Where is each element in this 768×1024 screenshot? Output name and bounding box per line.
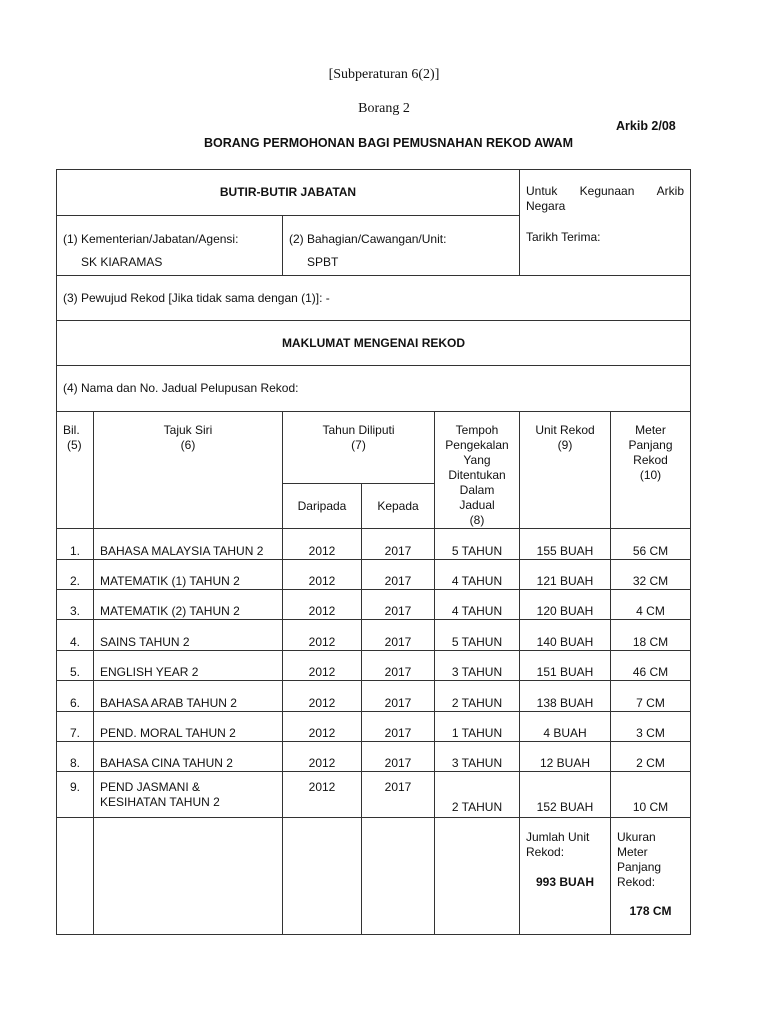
cell-unit: 121 BUAH — [520, 560, 611, 590]
cell-bil: 6. — [57, 681, 94, 712]
cell-tajuk: BAHASA CINA TAHUN 2 — [94, 742, 283, 772]
empty-cell — [57, 818, 94, 935]
cell-bil: 7. — [57, 712, 94, 742]
cell-daripada: 2012 — [283, 681, 362, 712]
col-header-kepada: Kepada — [362, 484, 435, 529]
cell-bil: 2. — [57, 560, 94, 590]
cell-tajuk: MATEMATIK (2) TAHUN 2 — [94, 590, 283, 620]
table-row — [57, 681, 691, 712]
cell-tempoh: 4 TAHUN — [435, 590, 520, 620]
maklumat-heading: MAKLUMAT MENGENAI REKOD — [57, 321, 691, 366]
subperaturan-reference: [Subperaturan 6(2)] — [328, 67, 440, 82]
cell-daripada: 2012 — [283, 712, 362, 742]
cell-kepada: 2017 — [362, 620, 435, 651]
cell-unit: 12 BUAH — [520, 742, 611, 772]
bahagian-label: (2) Bahagian/Cawangan/Unit: — [289, 232, 447, 246]
ukuran-meter-cell: Ukuran Meter Panjang Rekod: 178 CM — [611, 818, 691, 935]
cell-unit: 140 BUAH — [520, 620, 611, 651]
bahagian-cell — [283, 216, 520, 276]
cell-tajuk: MATEMATIK (1) TAHUN 2 — [94, 560, 283, 590]
cell-daripada: 2012 — [283, 620, 362, 651]
cell-daripada: 2012 — [283, 742, 362, 772]
empty-cell — [435, 818, 520, 935]
cell-unit: 152 BUAH — [520, 772, 611, 818]
cell-bil: 1. — [57, 529, 94, 560]
cell-meter: 56 CM — [611, 529, 691, 560]
cell-kepada: 2017 — [362, 742, 435, 772]
cell-tajuk: PEND JASMANI & KESIHATAN TAHUN 2 — [94, 772, 283, 818]
cell-meter: 10 CM — [611, 772, 691, 818]
cell-meter: 32 CM — [611, 560, 691, 590]
jumlah-unit-cell: Jumlah Unit Rekod: 993 BUAH — [520, 818, 611, 935]
jumlah-unit-label: Jumlah Unit — [526, 830, 590, 844]
cell-bil: 4. — [57, 620, 94, 651]
tarikh-terima-label: Tarikh Terima: — [526, 230, 601, 244]
kementerian-label: (1) Kementerian/Jabatan/Agensi: — [63, 232, 239, 246]
table-row — [57, 712, 691, 742]
empty-cell — [94, 818, 283, 935]
table-row — [57, 620, 691, 651]
col-header-meter: Meter Panjang Rekod (10) — [611, 412, 691, 529]
cell-tajuk: SAINS TAHUN 2 — [94, 620, 283, 651]
cell-kepada: 2017 — [362, 712, 435, 742]
empty-cell — [283, 818, 362, 935]
cell-tajuk: PEND. MORAL TAHUN 2 — [94, 712, 283, 742]
cell-tajuk: ENGLISH YEAR 2 — [94, 651, 283, 681]
cell-daripada: 2012 — [283, 651, 362, 681]
borang-number: Borang 2 — [358, 101, 410, 116]
cell-meter: 4 CM — [611, 590, 691, 620]
cell-unit: 138 BUAH — [520, 681, 611, 712]
cell-daripada: 2012 — [283, 560, 362, 590]
cell-tempoh: 4 TAHUN — [435, 560, 520, 590]
cell-daripada: 2012 — [283, 772, 362, 818]
cell-bil: 8. — [57, 742, 94, 772]
cell-bil: 3. — [57, 590, 94, 620]
ukuran-meter-label: Ukuran — [617, 830, 656, 844]
record-disposal-form — [56, 169, 691, 935]
cell-unit: 151 BUAH — [520, 651, 611, 681]
cell-tajuk: BAHASA ARAB TAHUN 2 — [94, 681, 283, 712]
cell-meter: 46 CM — [611, 651, 691, 681]
cell-kepada: 2017 — [362, 590, 435, 620]
cell-kepada: 2017 — [362, 560, 435, 590]
cell-daripada: 2012 — [283, 590, 362, 620]
kementerian-value: SK KIARAMAS — [81, 255, 163, 269]
table-row — [57, 529, 691, 560]
butir-jabatan-heading: BUTIR-BUTIR JABATAN — [57, 170, 520, 216]
cell-meter: 7 CM — [611, 681, 691, 712]
cell-daripada: 2012 — [283, 529, 362, 560]
kegunaan-line2: Negara — [526, 199, 566, 213]
table-row — [57, 560, 691, 590]
form-title: BORANG PERMOHONAN BAGI PEMUSNAHAN REKOD AWAM — [204, 136, 573, 150]
table-row — [57, 651, 691, 681]
bahagian-value: SPBT — [307, 255, 339, 269]
cell-meter: 2 CM — [611, 742, 691, 772]
cell-kepada: 2017 — [362, 529, 435, 560]
cell-meter: 18 CM — [611, 620, 691, 651]
kegunaan-line1: Untuk Kegunaan Arkib — [526, 184, 684, 198]
cell-tempoh: 3 TAHUN — [435, 742, 520, 772]
table-row — [57, 772, 691, 818]
col-header-tahun: Tahun Diliputi (7) — [283, 412, 435, 484]
ukuran-meter-value: 178 CM — [629, 904, 672, 918]
cell-unit: 120 BUAH — [520, 590, 611, 620]
arkib-code: Arkib 2/08 — [616, 119, 676, 133]
cell-tajuk: BAHASA MALAYSIA TAHUN 2 — [94, 529, 283, 560]
cell-unit: 155 BUAH — [520, 529, 611, 560]
cell-tempoh: 3 TAHUN — [435, 651, 520, 681]
col-header-tempoh: Tempoh Pengekalan Yang Ditentukan Dalam Jadual (8) — [435, 412, 520, 529]
cell-kepada: 2017 — [362, 772, 435, 818]
cell-kepada: 2017 — [362, 651, 435, 681]
cell-tempoh: 2 TAHUN — [435, 772, 520, 818]
cell-meter: 3 CM — [611, 712, 691, 742]
cell-unit: 4 BUAH — [520, 712, 611, 742]
cell-tempoh: 1 TAHUN — [435, 712, 520, 742]
cell-tempoh: 5 TAHUN — [435, 620, 520, 651]
col-header-bil: Bil. (5) — [57, 412, 94, 529]
col-header-unit: Unit Rekod (9) — [520, 412, 611, 529]
cell-kepada: 2017 — [362, 681, 435, 712]
jadual-pelupusan: (4) Nama dan No. Jadual Pelupusan Rekod: — [57, 366, 691, 412]
table-row — [57, 590, 691, 620]
kementerian-cell — [57, 216, 283, 276]
kegunaan-arkib-cell — [520, 170, 691, 276]
col-header-tajuk: Tajuk Siri (6) — [94, 412, 283, 529]
table-row — [57, 742, 691, 772]
cell-bil: 9. — [57, 772, 94, 818]
cell-tempoh: 2 TAHUN — [435, 681, 520, 712]
cell-bil: 5. — [57, 651, 94, 681]
empty-cell — [362, 818, 435, 935]
col-header-daripada: Daripada — [283, 484, 362, 529]
cell-tempoh: 5 TAHUN — [435, 529, 520, 560]
jumlah-unit-value: 993 BUAH — [535, 875, 595, 889]
pewujud-rekod: (3) Pewujud Rekod [Jika tidak sama dengan (1)]: - — [57, 276, 691, 321]
